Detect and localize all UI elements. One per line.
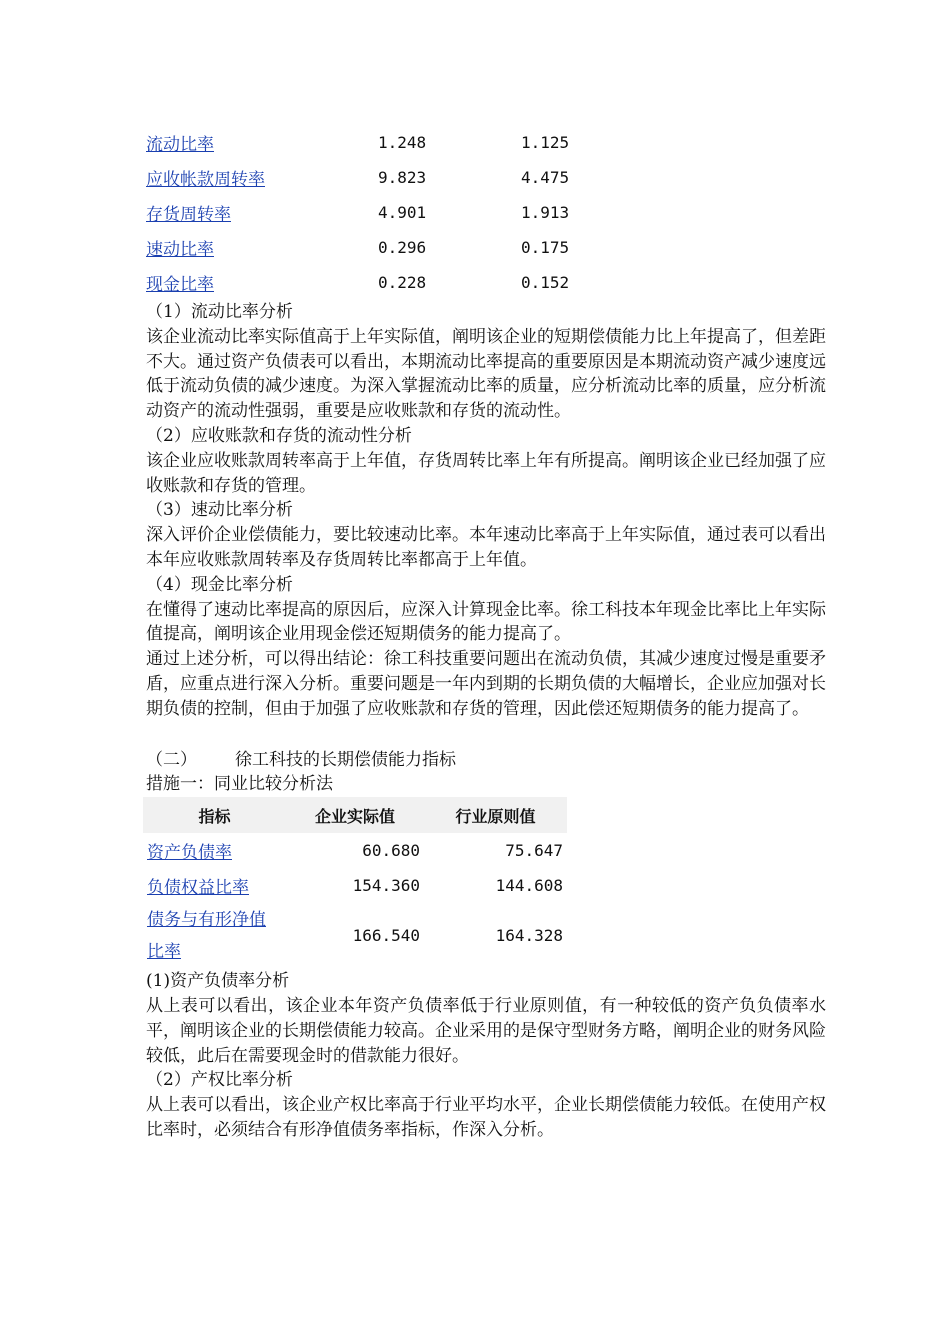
section-title: 徐工科技的长期偿债能力指标 (235, 749, 456, 770)
industry-comparison-table (143, 797, 567, 969)
paragraph: 该企业流动比率实际值高于上年实际值，阐明该企业的短期偿债能力比上年提高了，但差距不大。通过资产负债表可以看出，本期流动比率提高的重要原因是本期流动资产减少速度远低于流动负债的减少速度。为深入掌握流动比率的质量，应分析流动比率的质量，应分析流动资产的流动性强弱，重要是应收账款和存货的流动性。 (146, 326, 826, 422)
paragraph: 从上表可以看出，该企业产权比率高于行业平均水平，企业长期偿债能力较低。在使用产权比率时，必须结合有形净值债务率指标，作深入分析。 (146, 1095, 826, 1140)
ratio-row (146, 160, 826, 195)
subheading: （3）速动比率分析 (146, 500, 293, 521)
table-row (143, 903, 567, 969)
header-standard: 行业原则值 (424, 797, 567, 833)
standard-value: 164.328 (495, 926, 563, 946)
actual-value: 166.540 (352, 926, 420, 946)
paragraph: 从上表可以看出，该企业本年资产负债率低于行业原则值，有一种较低的资产负负债率水平，阐明该企业的长期偿债能力较高。企业采用的是保守型财务方略，阐明企业的财务风险较低，此后在需要现金时的借款能力很好。 (146, 995, 826, 1066)
standard-value: 75.647 (505, 841, 563, 861)
header-actual: 企业实际值 (286, 797, 424, 833)
actual-value: 154.360 (352, 876, 420, 896)
paragraph: 该企业应收账款周转率高于上年值，存货周转比率上年有所提高。阐明该企业已经加强了应收账款和存货的管理。 (146, 450, 826, 496)
ratio-row (146, 195, 826, 230)
spacer (146, 722, 826, 748)
header-indicator: 指标 (143, 797, 286, 833)
ratio-link-inventory-turnover[interactable]: 存货周转率 (146, 205, 231, 225)
ratio-value-prior: 1.913 (521, 203, 570, 222)
document-page (146, 125, 826, 1143)
subheading: （4）现金比率分析 (146, 574, 293, 595)
ratio-link-receivable-turnover[interactable]: 应收帐款周转率 (146, 170, 265, 190)
indicator-label-line2: 比率 (147, 942, 181, 963)
ratio-value-prior: 1.125 (521, 133, 570, 152)
table-header-row (143, 797, 567, 833)
ratio-table (146, 125, 826, 300)
indicator-link-debt-asset[interactable]: 资产负债率 (147, 843, 232, 864)
ratio-value-current: 4.901 (378, 203, 427, 222)
paragraph: 在懂得了速动比率提高的原因后，应深入计算现金比率。徐工科技本年现金比率比上年实际值提高，阐明该企业用现金偿还短期债务的能力提高了。 (146, 599, 826, 645)
ratio-value-current: 1.248 (378, 133, 427, 152)
ratio-value-current: 0.296 (378, 238, 427, 257)
actual-value: 60.680 (362, 841, 420, 861)
table-row (143, 868, 567, 903)
subheading: （1）流动比率分析 (146, 302, 293, 322)
subheading: （2）产权比率分析 (146, 1070, 293, 1091)
indicator-link-debt-tangible-net-worth[interactable] (147, 910, 266, 962)
section-heading (146, 748, 826, 773)
indicator-label-line1: 债务与有形净值 (147, 910, 266, 931)
standard-value: 144.608 (495, 876, 563, 896)
section-number: （二） (146, 749, 197, 770)
conclusion-paragraph: 通过上述分析，可以得出结论：徐工科技重要问题出在流动负债，其减少速度过慢是重要矛盾，应重点进行深入分析。重要问题是一年内到期的长期负债的大幅增长，企业应加强对长期负债的控制，但由于加强了应收账款和存货的管理，因此偿还短期债务的能力提高了。 (146, 649, 826, 719)
ratio-row (146, 230, 826, 265)
ratio-link-current[interactable]: 流动比率 (146, 135, 214, 155)
method-heading: 措施一：同业比较分析法 (146, 774, 333, 795)
ratio-value-current: 0.228 (378, 273, 427, 292)
ratio-row (146, 125, 826, 160)
ratio-link-cash[interactable]: 现金比率 (146, 275, 214, 295)
ratio-value-prior: 4.475 (521, 168, 570, 187)
ratio-value-prior: 0.175 (521, 238, 570, 257)
paragraph: 深入评价企业偿债能力，要比较速动比率。本年速动比率高于上年实际值，通过表可以看出本年应收账款周转率及存货周转比率都高于上年值。 (146, 525, 826, 570)
subheading: （2）应收账款和存货的流动性分析 (146, 425, 412, 446)
ratio-value-current: 9.823 (378, 168, 427, 187)
ratio-row (146, 265, 826, 300)
ratio-value-prior: 0.152 (521, 273, 570, 292)
subheading: (1)资产负债率分析 (146, 971, 290, 992)
ratio-link-quick[interactable]: 速动比率 (146, 240, 214, 260)
indicator-link-debt-equity[interactable]: 负债权益比率 (147, 878, 249, 899)
table-row (143, 833, 567, 868)
